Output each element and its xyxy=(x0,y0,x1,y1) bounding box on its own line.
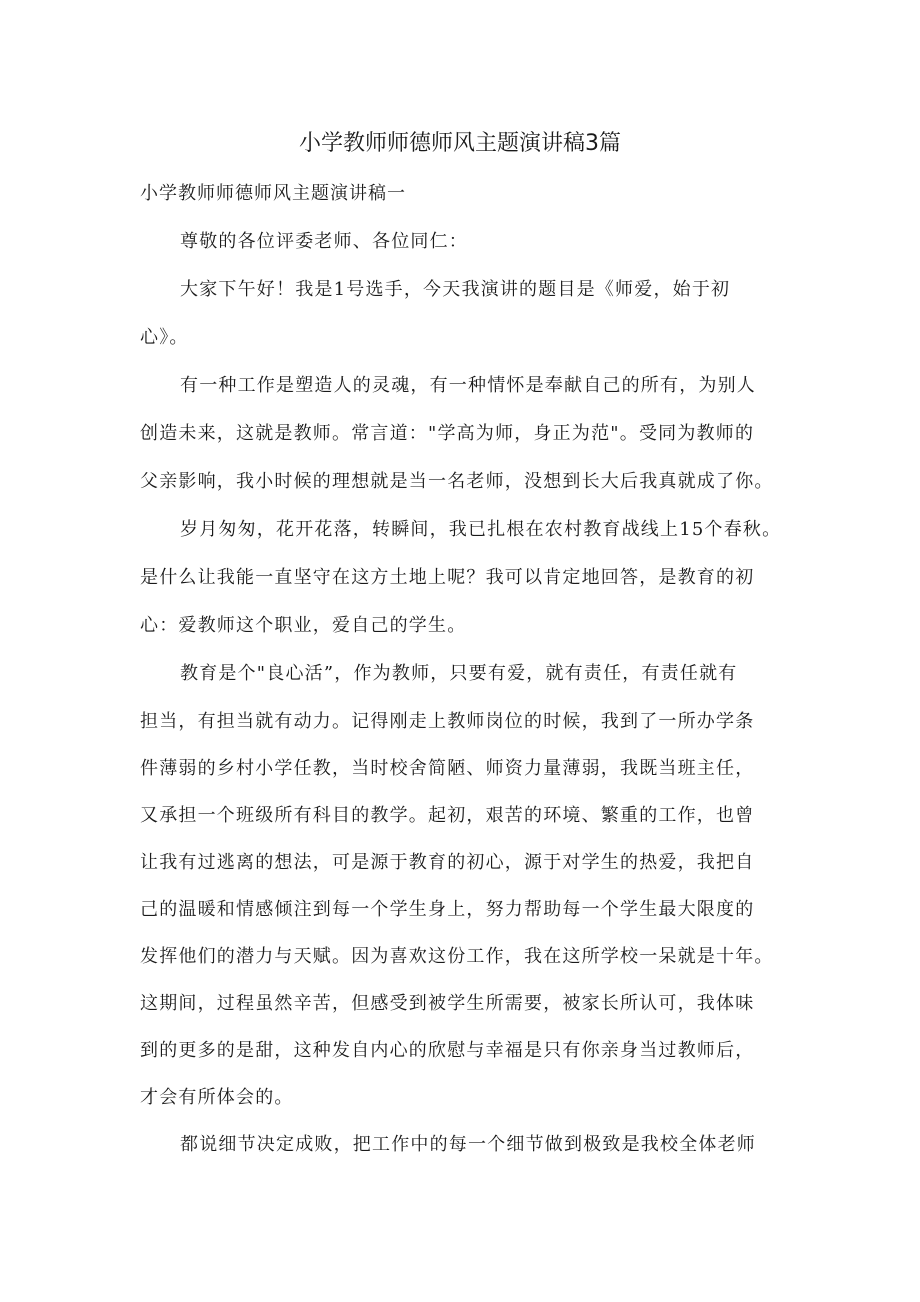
text-line: 岁月匆匆，花开花落，转瞬间，我已扎根在农村教育战线上15个春秋。 xyxy=(180,519,782,540)
text-line: 是什么让我能一直坚守在这方土地上呢？我可以肯定地回答，是教育的初 xyxy=(140,567,755,588)
text-line: 件薄弱的乡村小学任教，当时校舍简陋、师资力量薄弱，我既当班主任， xyxy=(140,758,755,779)
section-heading: 小学教师师德师风主题演讲稿一 xyxy=(140,183,406,204)
text-line: 父亲影响，我小时候的理想就是当一名老师，没想到长大后我真就成了你。 xyxy=(140,471,774,492)
document-title: 小学教师师德师风主题演讲稿3篇 xyxy=(299,131,621,156)
text-line: 创造未来，这就是教师。常言道："学高为师，身正为范"。受同为教师的 xyxy=(140,423,755,444)
text-line: 都说细节决定成败，把工作中的每一个细节做到极致是我校全体老师 xyxy=(180,1134,756,1155)
text-line: 到的更多的是甜，这种发自内心的欣慰与幸福是只有你亲身当过教师后， xyxy=(140,1040,755,1061)
text-line: 又承担一个班级所有科目的教学。起初，艰苦的环境、繁重的工作，也曾 xyxy=(140,805,755,826)
text-line: 己的温暖和情感倾注到每一个学生身上，努力帮助每一个学生最大限度的 xyxy=(140,899,755,920)
text-line: 有一种工作是塑造人的灵魂，有一种情怀是奉献自己的所有，为别人 xyxy=(180,375,756,396)
text-line: 心》。 xyxy=(140,327,189,348)
text-line: 大家下午好！我是1号选手，今天我演讲的题目是《师爱，始于初 xyxy=(180,279,731,300)
text-line: 尊敬的各位评委老师、各位同仁： xyxy=(180,231,468,252)
text-line: 心：爱教师这个职业，爱自己的学生。 xyxy=(140,615,467,636)
text-line: 发挥他们的潜力与天赋。因为喜欢这份工作，我在这所学校一呆就是十年。 xyxy=(140,946,774,967)
text-line: 让我有过逃离的想法，可是源于教育的初心，源于对学生的热爱，我把自 xyxy=(140,852,755,873)
text-line: 这期间，过程虽然辛苦，但感受到被学生所需要，被家长所认可，我体味 xyxy=(140,993,755,1014)
text-line: 担当，有担当就有动力。记得刚走上教师岗位的时候，我到了一所办学条 xyxy=(140,711,755,732)
text-line: 才会有所体会的。 xyxy=(140,1087,294,1108)
text-line: 教育是个"良心活”，作为教师，只要有爱，就有责任，有责任就有 xyxy=(180,663,738,684)
